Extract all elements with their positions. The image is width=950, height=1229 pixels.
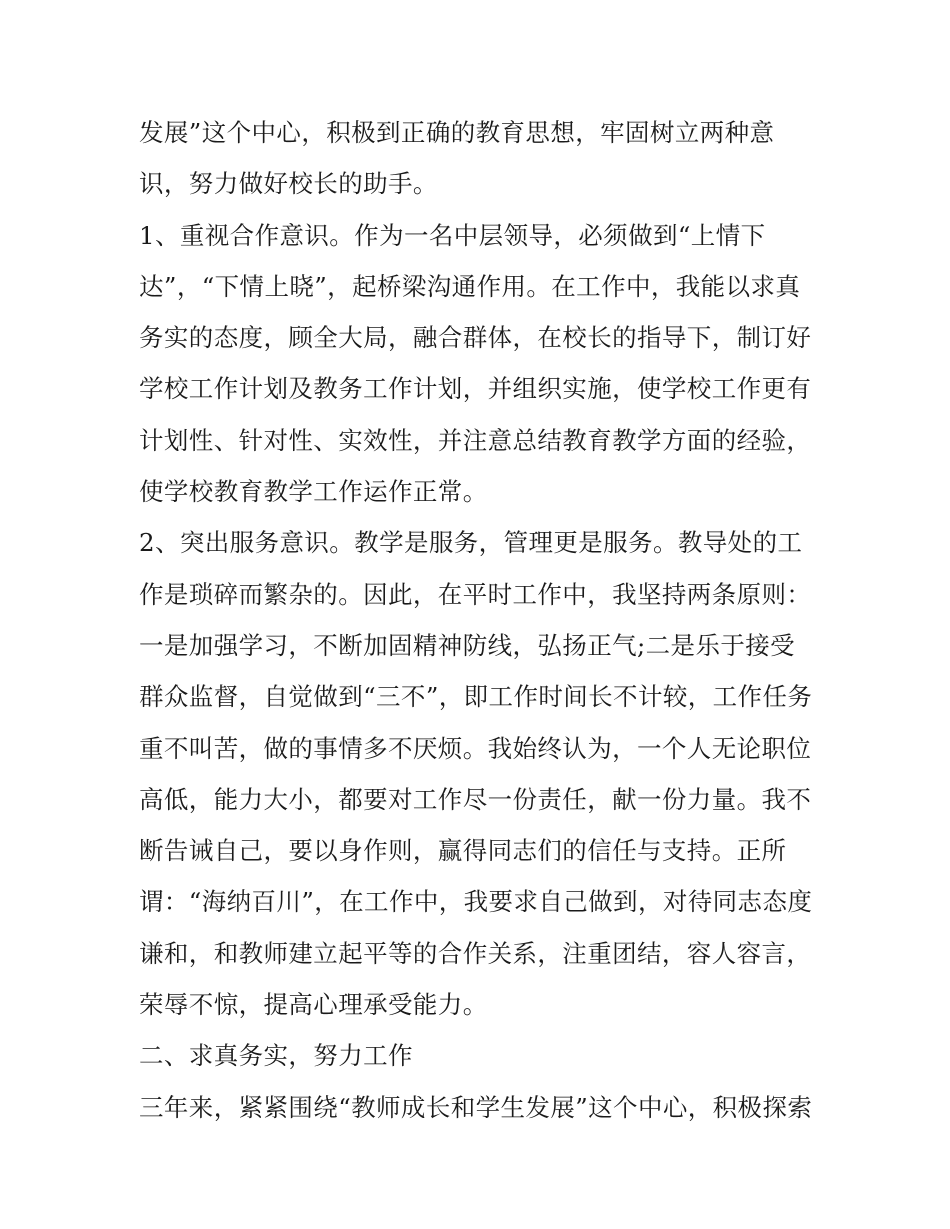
text-line: 识，努力做好校长的助手。 [139,169,438,199]
text-line: 务实的态度，顾全大局，融合群体，在校长的指导下，制订好 [139,323,812,353]
text-line: 作是琐碎而繁杂的。因此，在平时工作中，我坚持两条原则： [139,579,812,609]
text-line: 高低，能力大小，都要对工作尽一份责任，献一份力量。我不 [139,784,812,814]
text-line: 使学校教育教学工作运作正常。 [139,477,488,507]
text-line: 荣辱不惊，提高心理承受能力。 [139,990,488,1020]
text-line: 一是加强学习，不断加固精神防线，弘扬正气;二是乐于接受 [139,630,796,660]
text-line: 1、重视合作意识。作为一名中层领导，必须做到“上情下 [139,220,766,250]
text-line: 群众监督，自觉做到“三不”，即工作时间长不计较，工作任务 [139,682,813,712]
body-text [139,107,829,1133]
text-line: 三年来，紧紧围绕“教师成长和学生发展”这个中心，积极探索 [139,1092,813,1122]
text-line: 谦和，和教师建立起平等的合作关系，注重团结，容人容言， [139,938,812,968]
text-line: 计划性、针对性、实效性，并注意总结教育教学方面的经验， [139,425,812,455]
text-line: 发展”这个中心，积极到正确的教育思想，牢固树立两种意 [139,118,775,147]
text-line: 学校工作计划及教务工作计划，并组织实施，使学校工作更有 [139,374,812,404]
text-line: 断告诫自己，要以身作则，赢得同志们的信任与支持。正所 [139,836,787,866]
text-line: 重不叫苦，做的事情多不厌烦。我始终认为，一个人无论职位 [139,733,812,763]
section-heading: 二、求真务实，努力工作 [139,1041,413,1071]
text-line: 2、突出服务意识。教学是服务，管理更是服务。教导处的工 [139,528,803,558]
text-line: 达”，“下情上晓”，起桥梁沟通作用。在工作中，我能以求真 [139,271,801,301]
text-line: 谓：“海纳百川”，在工作中，我要求自己做到，对待同志态度 [139,887,813,917]
